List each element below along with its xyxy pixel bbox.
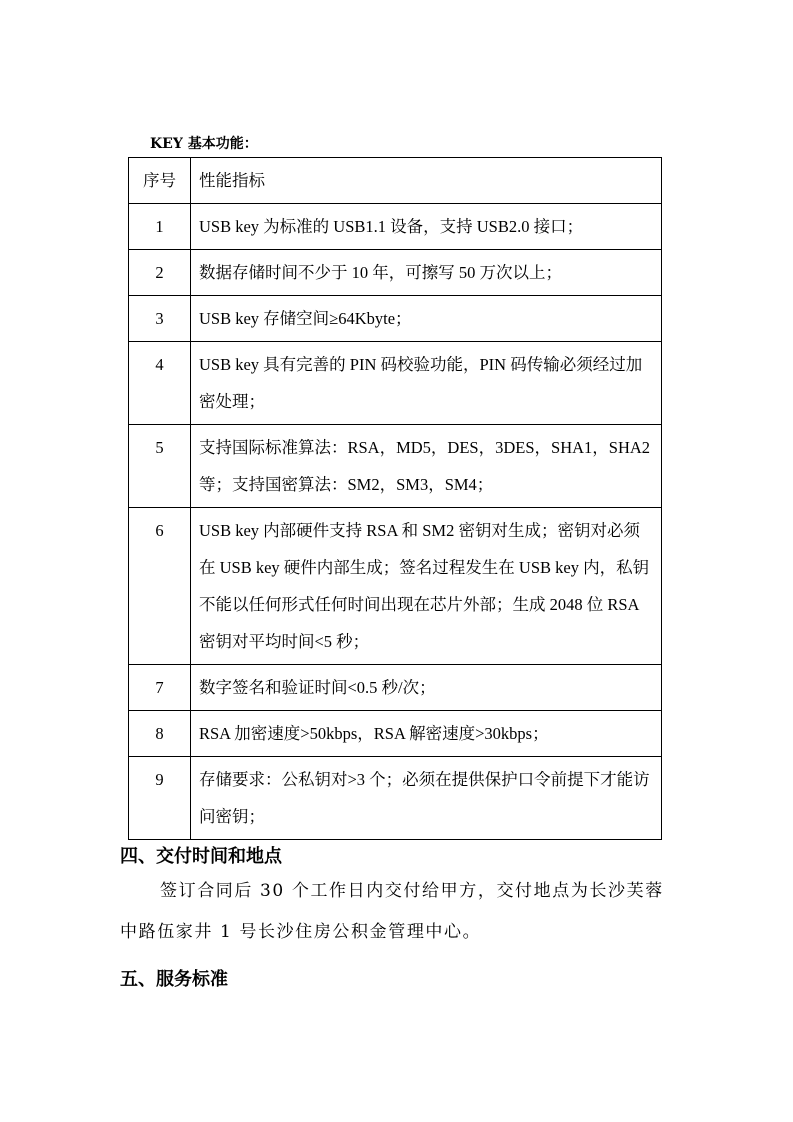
section-4-heading: 四、交付时间和地点 bbox=[120, 846, 282, 867]
row-no: 8 bbox=[129, 711, 191, 757]
row-no: 7 bbox=[129, 665, 191, 711]
section-5-heading: 五、服务标准 bbox=[120, 969, 228, 990]
row-no: 1 bbox=[129, 204, 191, 250]
key-function-table bbox=[128, 157, 662, 840]
row-desc: 支持国际标准算法：RSA，MD5，DES，3DES，SHA1，SHA2 等；支持国密算法：SM2，SM3，SM4； bbox=[191, 425, 662, 508]
table-row bbox=[129, 425, 662, 508]
row-no: 6 bbox=[129, 508, 191, 665]
row-no: 3 bbox=[129, 296, 191, 342]
row-desc: USB key 存储空间≥64Kbyte； bbox=[191, 296, 662, 342]
row-desc: 数据存储时间不少于 10 年，可擦写 50 万次以上； bbox=[191, 250, 662, 296]
row-no: 5 bbox=[129, 425, 191, 508]
row-no: 4 bbox=[129, 342, 191, 425]
table-row bbox=[129, 757, 662, 840]
table-caption: KEY 基本功能： bbox=[150, 136, 258, 152]
row-no: 2 bbox=[129, 250, 191, 296]
row-desc: USB key 为标准的 USB1.1 设备，支持 USB2.0 接口； bbox=[191, 204, 662, 250]
table-row bbox=[129, 250, 662, 296]
row-desc: USB key 内部硬件支持 RSA 和 SM2 密钥对生成；密钥对必须在 USB key 硬件内部生成；签名过程发生在 USB key 内，私钥不能以任何形式任何时间出现在芯片外部；生成 2048 位 RSA 密钥对平均时间<5 秒； bbox=[191, 508, 662, 665]
table-row bbox=[129, 711, 662, 757]
row-desc: 存储要求：公私钥对>3 个；必须在提供保护口令前提下才能访问密钥； bbox=[191, 757, 662, 840]
row-desc: RSA 加密速度>50kbps，RSA 解密速度>30kbps； bbox=[191, 711, 662, 757]
header-desc: 性能指标 bbox=[191, 158, 662, 204]
table-row bbox=[129, 204, 662, 250]
table-header-row bbox=[129, 158, 662, 204]
row-desc: USB key 具有完善的 PIN 码校验功能，PIN 码传输必须经过加密处理； bbox=[191, 342, 662, 425]
row-desc: 数字签名和验证时间<0.5 秒/次； bbox=[191, 665, 662, 711]
header-no: 序号 bbox=[129, 158, 191, 204]
table-row bbox=[129, 665, 662, 711]
row-no: 9 bbox=[129, 757, 191, 840]
section-4-body: 签订合同后 30 个工作日内交付给甲方，交付地点为长沙芙蓉中路伍家井 1 号长沙住房公积金管理中心。 bbox=[120, 881, 664, 942]
table-row bbox=[129, 296, 662, 342]
table-row bbox=[129, 342, 662, 425]
table-row bbox=[129, 508, 662, 665]
